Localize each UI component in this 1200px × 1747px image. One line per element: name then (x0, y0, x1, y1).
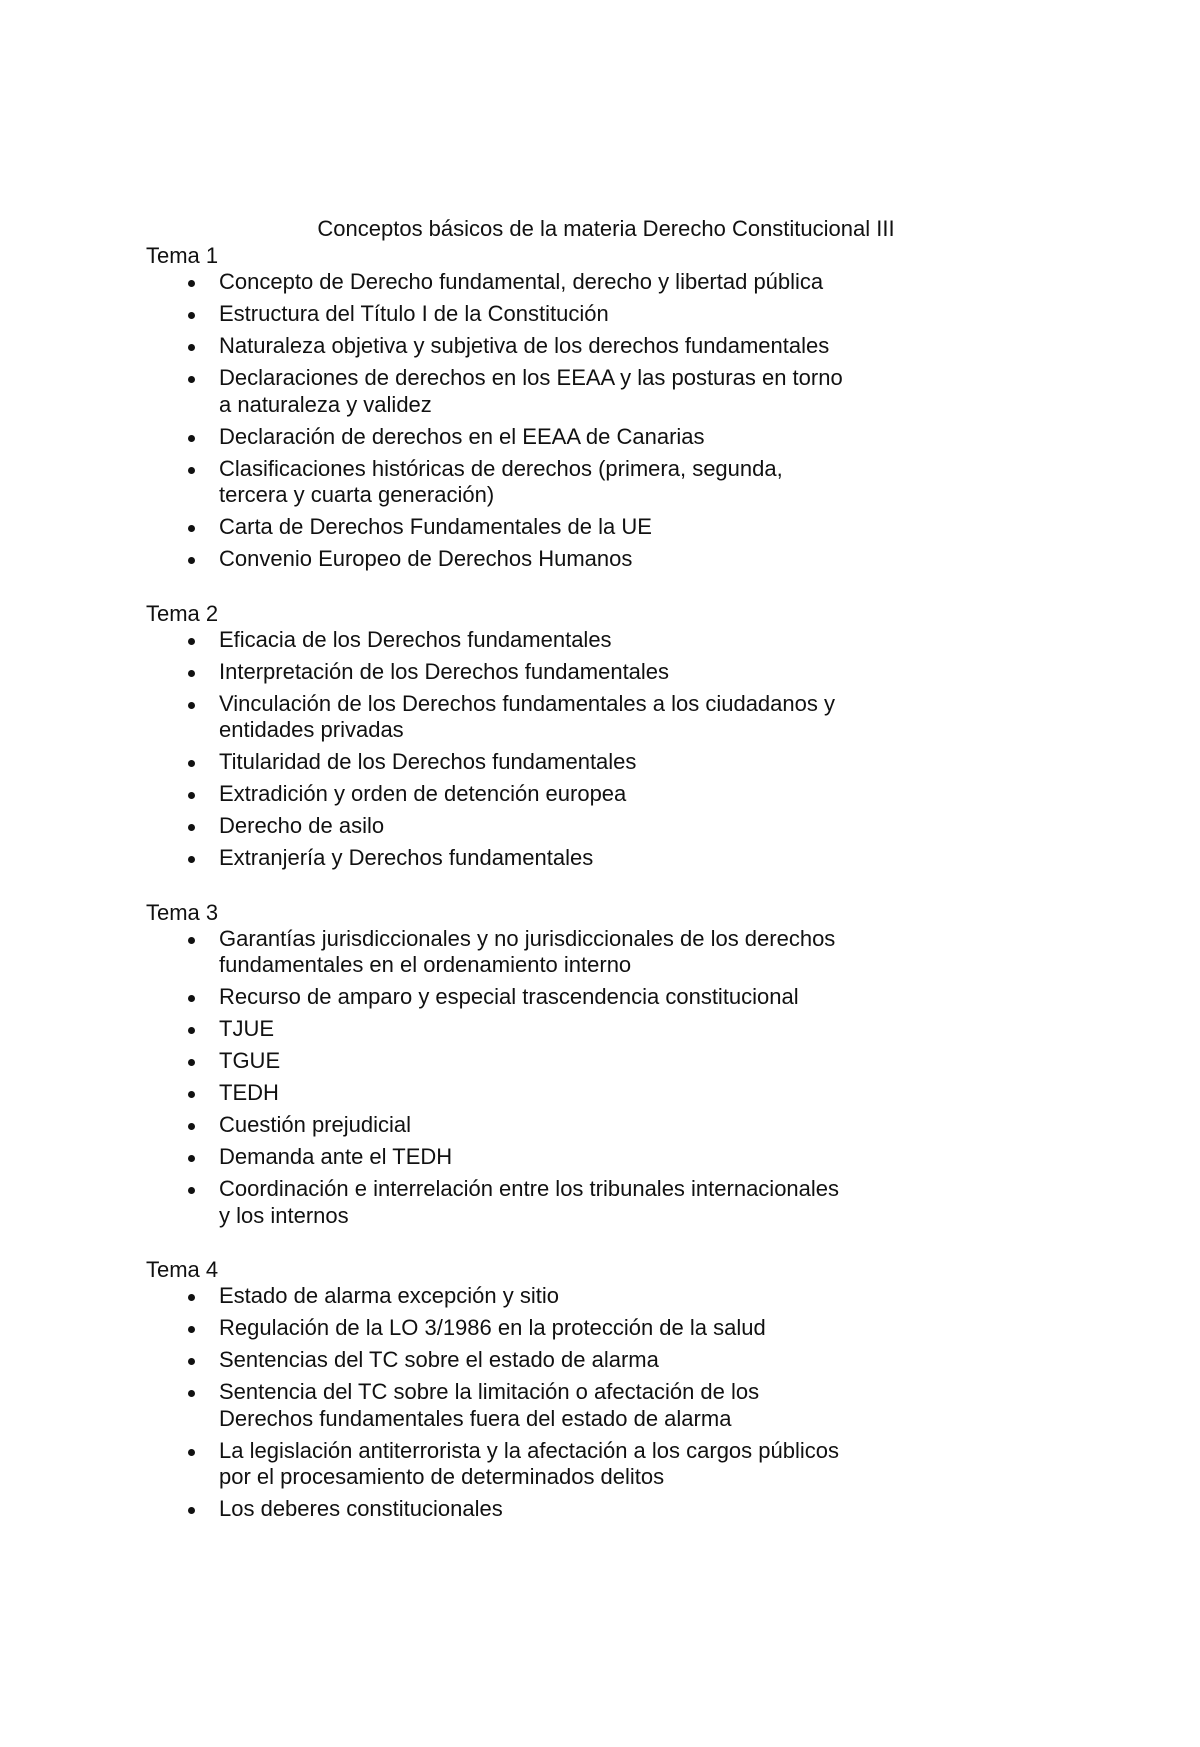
list-item-text: Coordinación e interrelación entre los tribunales internacionales y los internos (219, 1176, 840, 1228)
list-item-text: Declaración de derechos en el EEAA de Canarias (219, 423, 705, 449)
bullet-icon (188, 557, 195, 564)
list-item-text: Convenio Europeo de Derechos Humanos (219, 546, 633, 571)
bullet-icon (188, 1507, 195, 1514)
bullet-icon (188, 1449, 195, 1456)
bullet-icon (188, 638, 195, 645)
bullet-icon (188, 792, 195, 799)
bullet-icon (188, 1187, 195, 1194)
list-item (146, 845, 846, 872)
list-item (146, 1176, 846, 1229)
list-item (146, 781, 846, 808)
list-item (146, 691, 846, 744)
bullet-icon (188, 824, 195, 831)
list-item (146, 514, 846, 541)
bullet-icon (188, 670, 195, 677)
bullet-icon (188, 856, 195, 863)
bullet-icon (188, 280, 195, 287)
list-item (146, 333, 846, 360)
list-item (146, 627, 846, 654)
list-item-text: TGUE (219, 1048, 281, 1073)
bullet-icon (188, 1091, 195, 1098)
bullet-icon (188, 1294, 195, 1301)
list-item-text: Derecho de asilo (219, 813, 385, 838)
list-item-text: Titularidad de los Derechos fundamentales (219, 749, 637, 774)
list-item-text: TJUE (219, 1016, 274, 1041)
list-item-text: Eficacia de los Derechos fundamentales (219, 626, 612, 652)
bullet-icon (188, 1358, 195, 1365)
list-item (146, 424, 846, 451)
list-item (146, 813, 846, 840)
list-item (146, 1048, 846, 1075)
list-item-text: Extradición y orden de detención europea (219, 781, 627, 806)
section-heading: Tema 2 (146, 600, 219, 626)
bullet-icon (188, 937, 195, 944)
list-item-text: Sentencia del TC sobre la limitación o afectación de los Derechos fundamentales fuera del estado de alarma (219, 1379, 760, 1431)
list-item-text: Estado de alarma excepción y sitio (219, 1283, 559, 1308)
list-item (146, 1016, 846, 1043)
bullet-icon (188, 995, 195, 1002)
list-item (146, 659, 846, 686)
list-item (146, 1144, 846, 1171)
list-item-text: TEDH (219, 1080, 279, 1105)
section-tema-1 (146, 242, 1046, 573)
bullet-icon (188, 1059, 195, 1066)
list-item-text: La legislación antiterrorista y la afectación a los cargos públicos por el procesamiento de determinados delitos (219, 1437, 839, 1489)
list-item-text: Sentencias del TC sobre el estado de alarma (219, 1347, 659, 1372)
list-item (146, 984, 926, 1011)
topic-list (146, 627, 1046, 872)
list-item (146, 1496, 846, 1523)
list-item (146, 1315, 926, 1342)
list-item (146, 301, 846, 328)
section-tema-2 (146, 600, 1046, 872)
list-item-text: Recurso de amparo y especial trascendencia constitucional (219, 984, 799, 1009)
list-item-text: Clasificaciones históricas de derechos (primera, segunda, tercera y cuarta generación) (219, 455, 783, 507)
bullet-icon (188, 702, 195, 709)
topic-list (146, 1283, 1046, 1523)
list-item (146, 546, 846, 573)
list-item (146, 1438, 846, 1491)
bullet-icon (188, 1155, 195, 1162)
topic-list (146, 926, 1046, 1230)
list-item-text: Interpretación de los Derechos fundamentales (219, 658, 670, 684)
bullet-icon (188, 760, 195, 767)
section-heading: Tema 3 (146, 899, 219, 925)
document-title: Conceptos básicos de la materia Derecho Constitucional III (317, 216, 895, 241)
list-item-text: Estructura del Título I de la Constitución (219, 301, 609, 326)
bullet-icon (188, 376, 195, 383)
bullet-icon (188, 525, 195, 532)
bullet-icon (188, 1390, 195, 1397)
list-item-text: Carta de Derechos Fundamentales de la UE (219, 514, 652, 539)
list-item (146, 1283, 846, 1310)
list-item (146, 456, 846, 509)
list-item (146, 749, 846, 776)
section-heading: Tema 1 (146, 243, 219, 268)
list-item (146, 269, 846, 296)
document-body (146, 242, 1046, 1550)
list-item-text: Vinculación de los Derechos fundamentales a los ciudadanos y entidades privadas (219, 690, 835, 742)
list-item-text: Cuestión prejudicial (219, 1112, 411, 1137)
bullet-icon (188, 1123, 195, 1130)
list-item-text: Regulación de la LO 3/1986 en la protección de la salud (219, 1315, 766, 1340)
list-item (146, 1379, 846, 1432)
list-item (146, 365, 846, 418)
list-item-text: Naturaleza objetiva y subjetiva de los derechos fundamentales (219, 333, 830, 358)
list-item-text: Demanda ante el TEDH (219, 1144, 453, 1169)
bullet-icon (188, 1027, 195, 1034)
list-item (146, 926, 846, 979)
list-item (146, 1080, 846, 1107)
bullet-icon (188, 467, 195, 474)
list-item (146, 1112, 846, 1139)
list-item-text: Los deberes constitucionales (219, 1496, 503, 1521)
list-item-text: Declaraciones de derechos en los EEAA y las posturas en torno a naturaleza y validez (219, 365, 843, 417)
list-item-text: Extranjería y Derechos fundamentales (219, 845, 594, 870)
bullet-icon (188, 312, 195, 319)
bullet-icon (188, 435, 195, 442)
bullet-icon (188, 1326, 195, 1333)
topic-list (146, 269, 1046, 573)
list-item-text: Garantías jurisdiccionales y no jurisdiccionales de los derechos fundamentales en el ordenamiento interno (219, 925, 836, 977)
list-item-text: Concepto de Derecho fundamental, derecho y libertad pública (219, 269, 824, 294)
list-item (146, 1347, 846, 1374)
section-tema-3 (146, 899, 1046, 1230)
section-tema-4 (146, 1256, 1046, 1523)
section-heading: Tema 4 (146, 1257, 219, 1282)
bullet-icon (188, 344, 195, 351)
